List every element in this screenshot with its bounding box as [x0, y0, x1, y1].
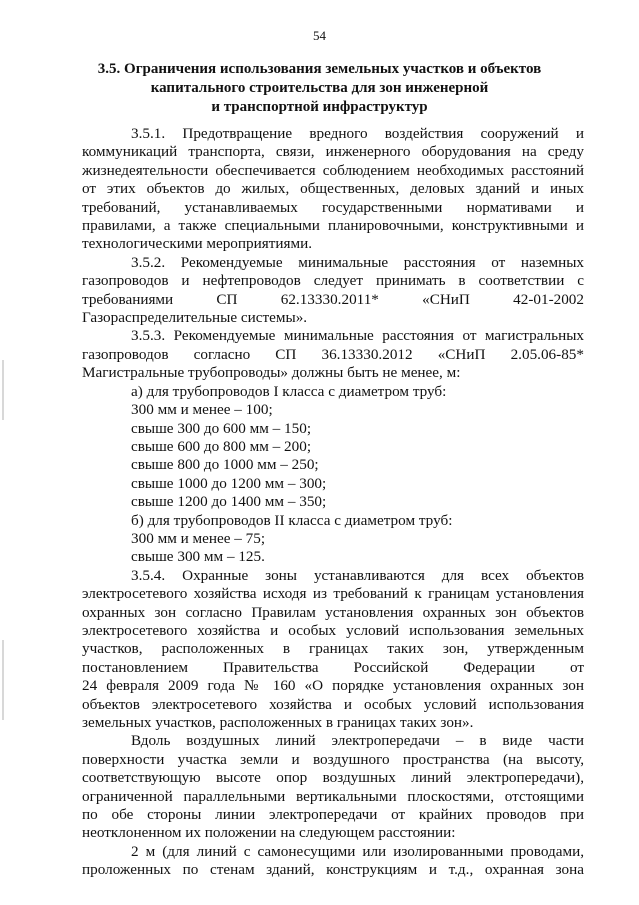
paragraph-line: Вдоль воздушных линий электропередачи – в виде части: [131, 732, 584, 750]
page-number: 54: [313, 28, 326, 43]
paragraph-line: правилами, а также специальными планировочными, конструктивными и: [82, 217, 584, 235]
paragraph: [82, 843, 584, 880]
list-item: а) для трубопроводов I класса с диаметром труб:: [131, 382, 447, 400]
paragraph-line: требований, устанавливаемых государственными нормативами и: [82, 198, 584, 216]
paragraph-line: 24 февраля 2009 года № 160 «О порядке установления охранных зон: [82, 677, 584, 695]
scan-edge-mark: [2, 640, 4, 720]
paragraph: [82, 327, 584, 382]
list-item: 300 мм и менее – 75;: [131, 529, 266, 547]
section-heading: [90, 60, 549, 117]
paragraph-line: технологическими мероприятиями.: [82, 235, 313, 253]
paragraph: [82, 732, 584, 842]
paragraph-line: Магистральные трубопроводы» должны быть не менее, м:: [82, 364, 461, 382]
paragraph: [82, 567, 584, 733]
paragraph-line: Газораспределительные системы».: [82, 309, 308, 327]
list-item: свыше 300 мм – 125.: [131, 548, 265, 566]
list-item: 300 мм и менее – 100;: [131, 401, 273, 419]
paragraph-line: 3.5.1. Предотвращение вредного воздействия сооружений и: [131, 125, 584, 142]
paragraph-line: электросетевого хозяйства исходя из требований к границам установления: [82, 585, 584, 603]
paragraph-line: земельных участков, расположенных в границах таких зон».: [82, 714, 474, 731]
paragraph: [82, 254, 584, 328]
paragraph-line: от этих объектов до жилых, общественных, деловых зданий и иных: [82, 180, 584, 198]
list-item: свыше 800 до 1000 мм – 250;: [131, 456, 319, 474]
document-body: [82, 125, 584, 880]
heading-line: 3.5. Ограничения использования земельных участков и объектов: [97, 61, 542, 77]
paragraph-line: 2 м (для линий с самонесущими или изолированными проводами,: [131, 842, 584, 860]
paragraph-line: 3.5.3. Рекомендуемые минимальные расстояния от магистральных: [131, 327, 584, 345]
paragraph-line: поверхности участка земли и воздушного пространства (на высоту,: [82, 750, 584, 768]
paragraph-line: газопроводов согласно СП 36.13330.2012 «СНиП 2.05.06-85*: [82, 345, 584, 363]
heading-line: и транспортной инфраструктур: [211, 99, 428, 115]
list-item: свыше 600 до 800 мм – 200;: [131, 437, 312, 455]
paragraph-line: требованиями СП 62.13330.2011* «СНиП 42-01-2002: [82, 290, 584, 308]
paragraph-line: охранных зон согласно Правилам установления охранных зон объектов: [82, 603, 584, 621]
paragraph-line: 3.5.4. Охранные зоны устанавливаются для всех объектов: [131, 566, 584, 584]
paragraph-line: коммуникаций транспорта, связи, инженерного оборудования на среду: [82, 143, 584, 161]
paragraph-line: жизнедеятельности обеспечивается соблюдением необходимых расстояний: [82, 161, 584, 179]
scan-edge-mark: [2, 360, 4, 420]
paragraph-line: 3.5.2. Рекомендуемые минимальные расстояния от наземных: [131, 253, 584, 271]
paragraph-line: объектов электросетевого хозяйства и особых условий использования: [82, 695, 584, 713]
paragraph-line: участков, расположенных в границах таких зон, утвержденным: [82, 640, 584, 658]
paragraph-line: постановлением Правительства Российской Федерации от: [82, 658, 584, 676]
list-item: свыше 1000 до 1200 мм – 300;: [131, 474, 327, 492]
heading-line: капитального строительства для зон инженерной: [150, 80, 489, 96]
paragraph-line: ограниченной параллельными вертикальными плоскостями, отстоящими: [82, 787, 584, 805]
paragraph-line: проложенных по стенам зданий, конструкциям и т.д., охранная зона: [82, 861, 584, 879]
paragraph-line: соответствующую высоте опор воздушных линий электропередачи),: [82, 769, 584, 787]
list-item: свыше 1200 до 1400 мм – 350;: [131, 493, 327, 511]
paragraph-line: газопроводов и нефтепроводов следует принимать в соответствии с: [82, 272, 584, 290]
list-item: б) для трубопроводов II класса с диаметром труб:: [131, 511, 453, 529]
paragraph-line: неотклоненном их положении на следующем расстоянии:: [82, 824, 456, 842]
paragraph-line: по обе стороны линии электропередачи от крайних проводов при: [82, 806, 584, 824]
paragraph-line: электросетевого хозяйства и особых условий использования земельных: [82, 621, 584, 639]
paragraph: [82, 125, 584, 254]
list-item: свыше 300 до 600 мм – 150;: [131, 419, 312, 437]
